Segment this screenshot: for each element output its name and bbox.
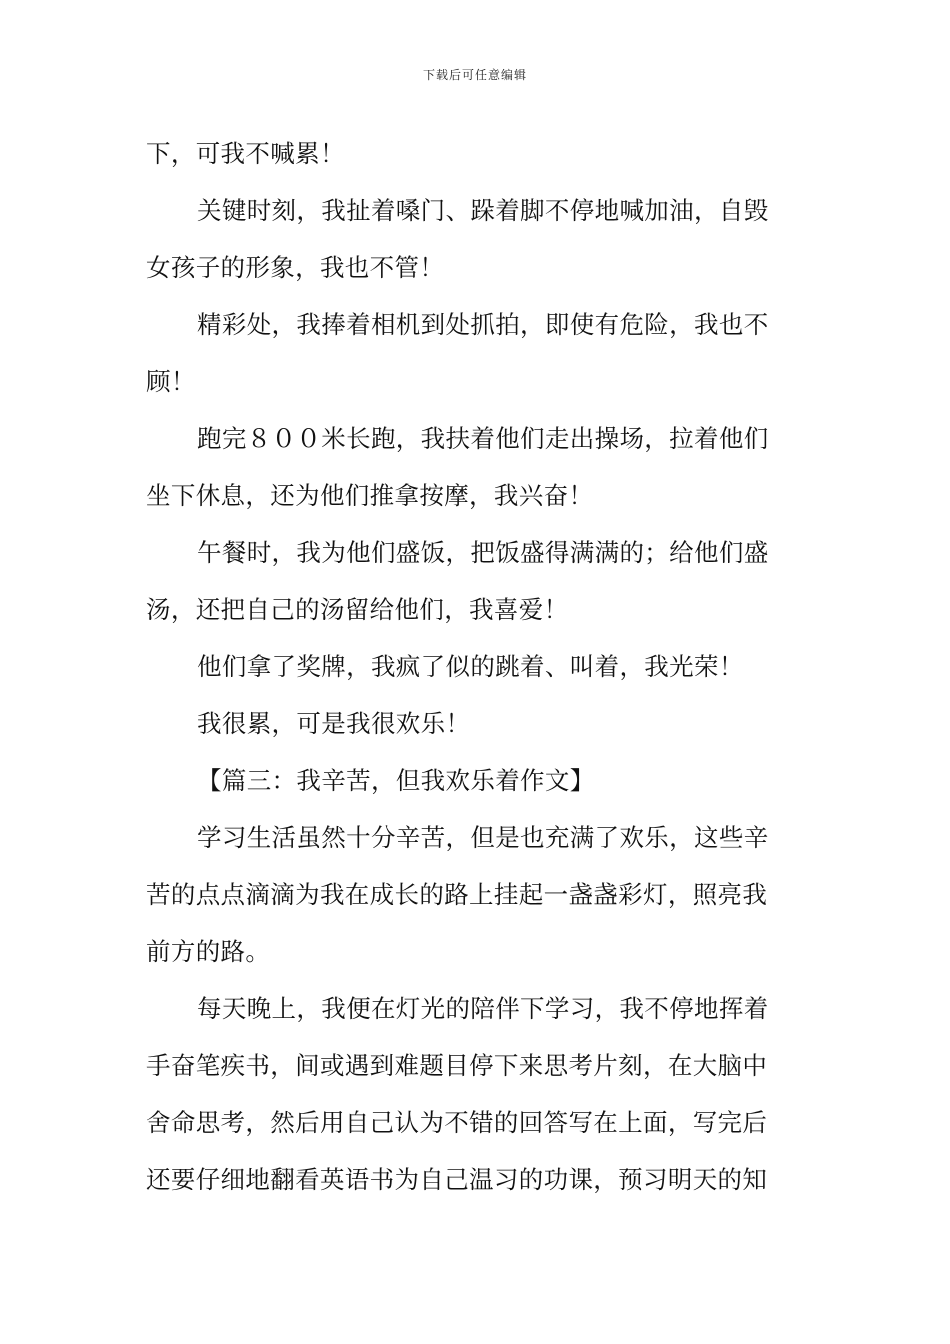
text-line: 手奋笔疾书，间或遇到难题目停下来思考片刻，在大脑中 (146, 1051, 768, 1080)
paragraph-start-line: 我很累，可是我很欢乐！ (197, 709, 471, 738)
paragraph-start-line: 关键时刻，我扯着嗓门、跺着脚不停地喊加油，自毁 (197, 196, 769, 225)
paragraph-start-line: 学习生活虽然十分辛苦，但是也充满了欢乐，这些辛 (197, 823, 769, 852)
text-line: 下，可我不喊累！ (146, 139, 345, 168)
text-line: 前方的路。 (146, 937, 271, 966)
page-header: 下载后可任意编辑 (422, 68, 527, 82)
paragraph-start-line: 精彩处，我捧着相机到处抓拍，即使有危险，我也不 (197, 310, 769, 339)
section-heading: 【篇三：我辛苦，但我欢乐着作文】 (197, 766, 595, 795)
text-line: 顾！ (146, 367, 196, 396)
text-line: 汤，还把自己的汤留给他们，我喜爱！ (146, 595, 569, 624)
text-line: 还要仔细地翻看英语书为自己温习的功课，预习明天的知 (146, 1165, 768, 1194)
paragraph-start-line: 每天晚上，我便在灯光的陪伴下学习，我不停地挥着 (197, 994, 769, 1023)
paragraph-start-line: 跑完８００米长跑，我扶着他们走出操场，拉着他们 (197, 424, 769, 453)
text-line: 苦的点点滴滴为我在成长的路上挂起一盏盏彩灯，照亮我 (146, 880, 768, 909)
paragraph-start-line: 午餐时，我为他们盛饭，把饭盛得满满的；给他们盛 (197, 538, 769, 567)
text-line: 女孩子的形象，我也不管！ (146, 253, 445, 282)
text-line: 舍命思考，然后用自己认为不错的回答写在上面，写完后 (146, 1108, 768, 1137)
text-line: 坐下休息，还为他们推拿按摩，我兴奋！ (146, 481, 594, 510)
paragraph-start-line: 他们拿了奖牌，我疯了似的跳着、叫着，我光荣！ (197, 652, 744, 681)
document-body (146, 125, 808, 1208)
